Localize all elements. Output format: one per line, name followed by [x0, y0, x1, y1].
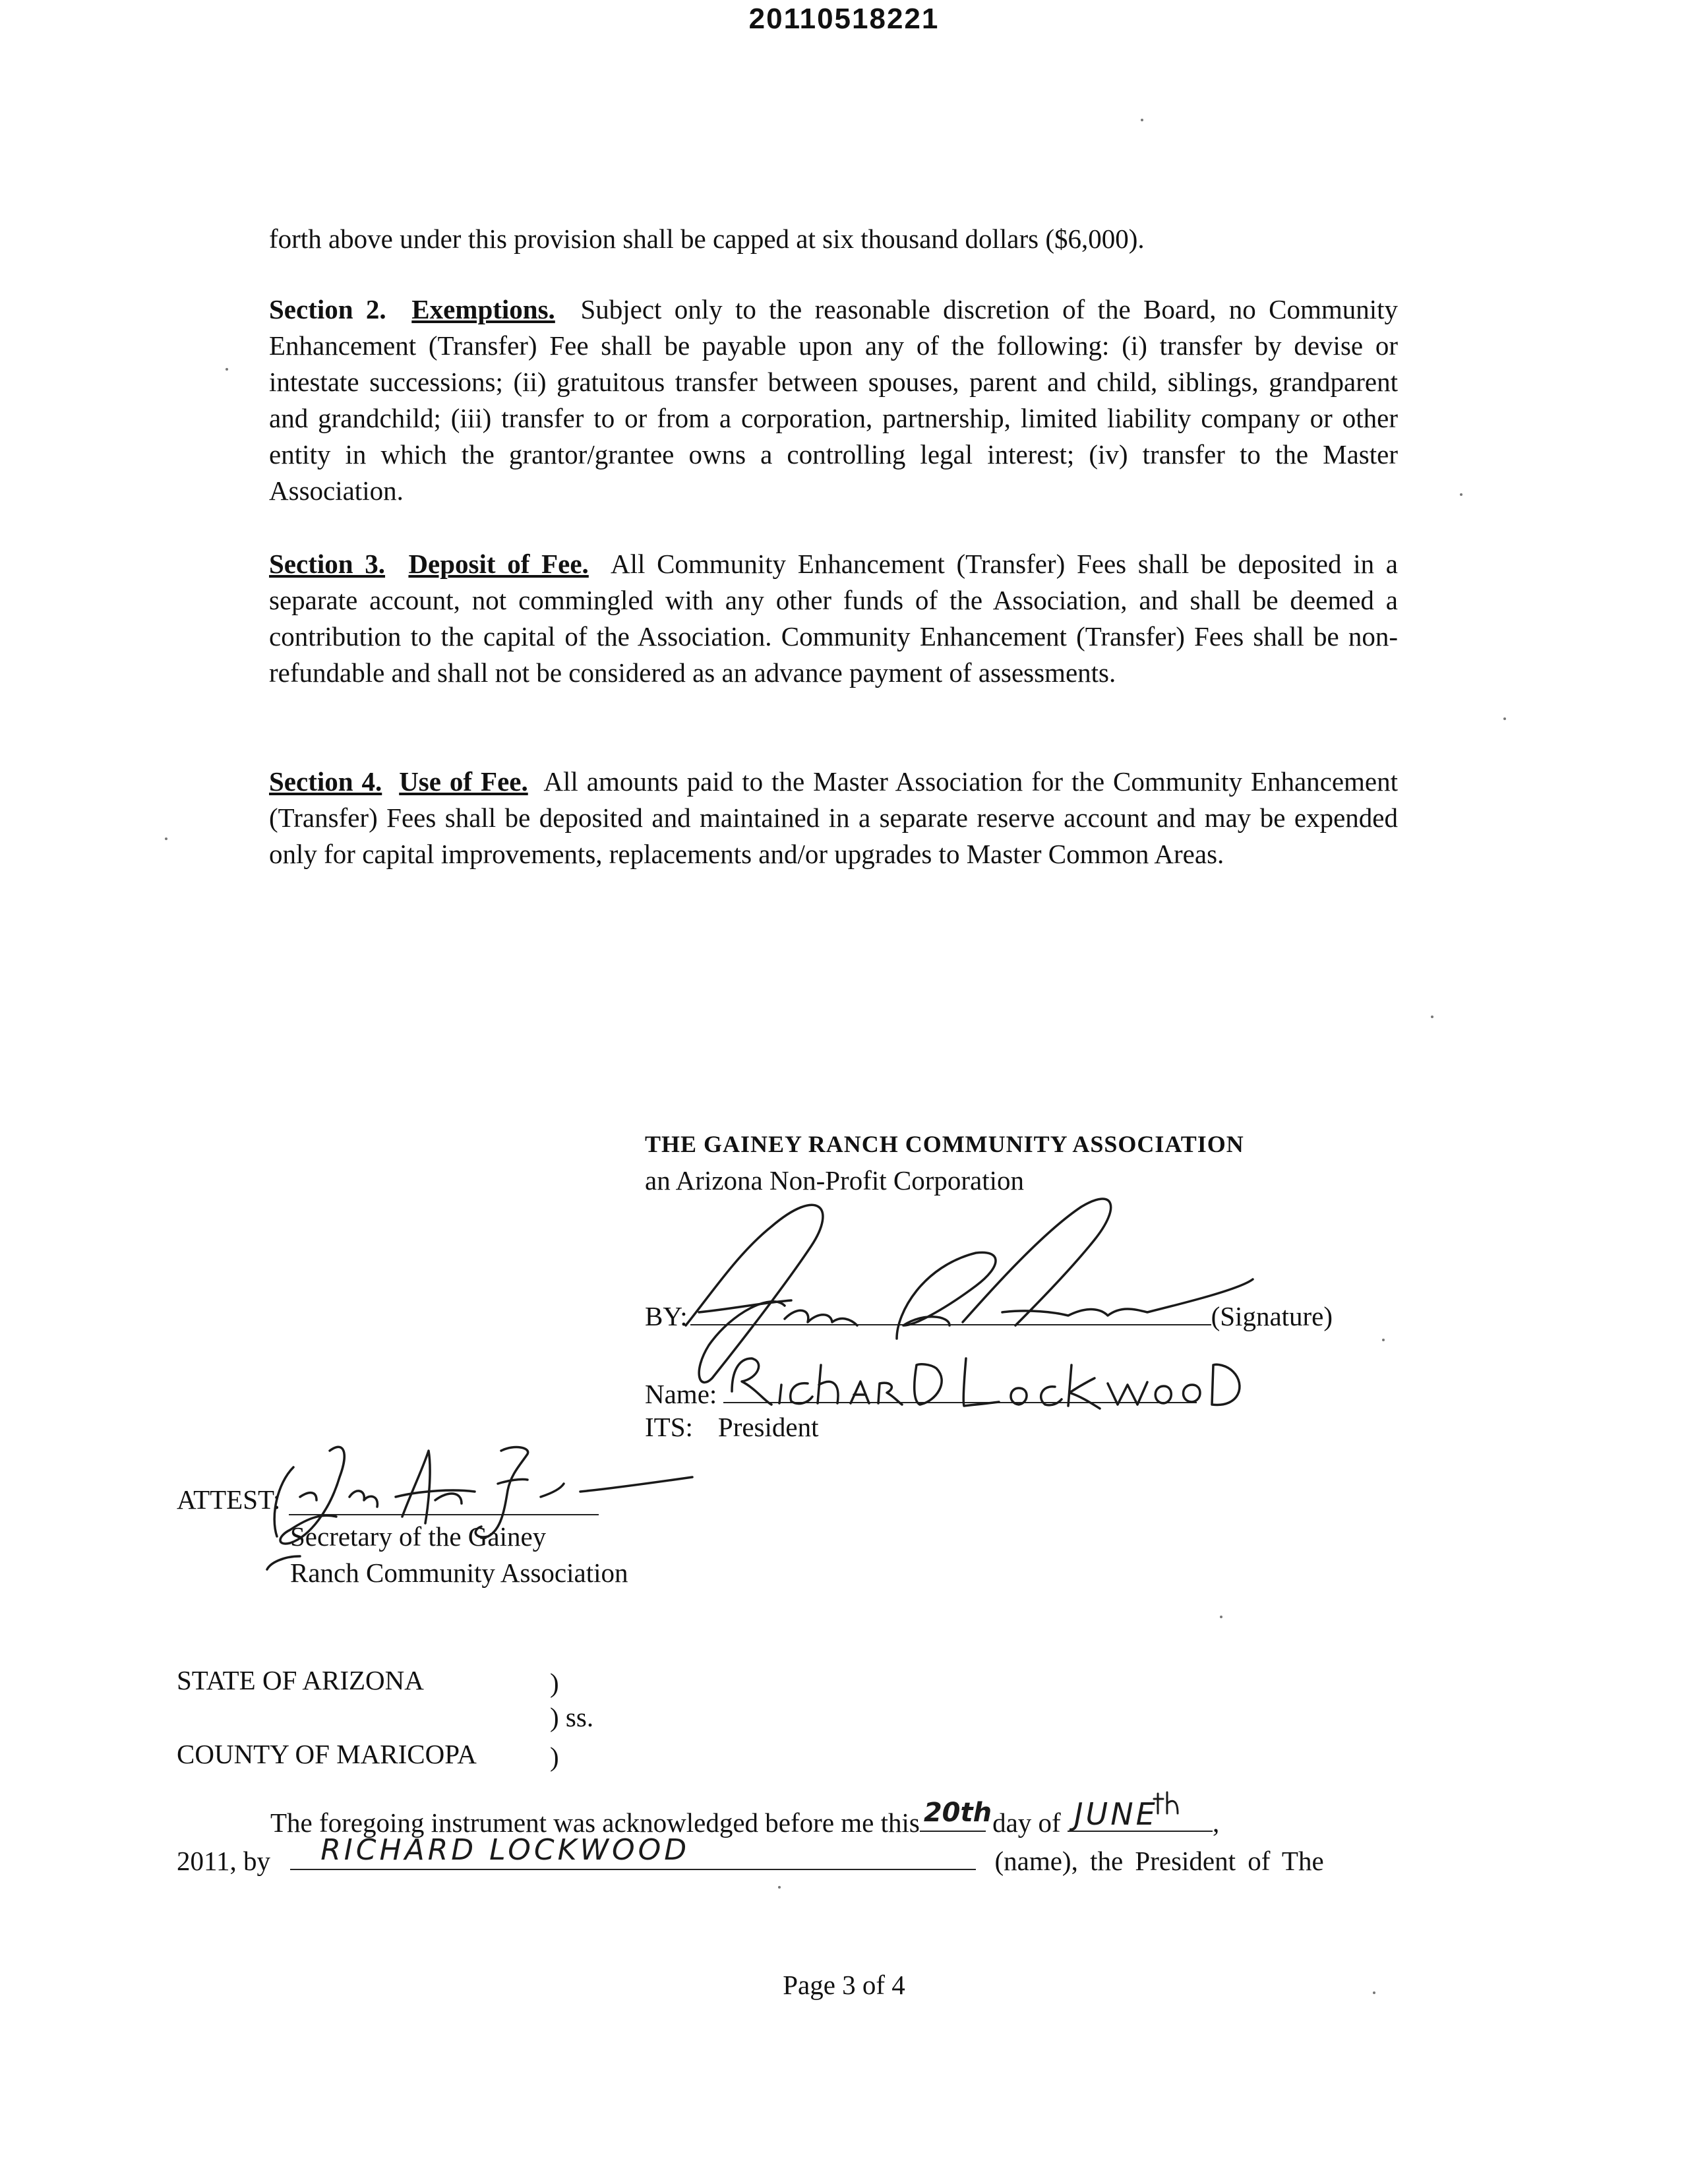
section-2-title: Exemptions.: [411, 294, 555, 324]
venue-state: STATE OF ARIZONA: [177, 1665, 424, 1695]
notary-name-handwritten: RICHARD LOCKWOOD: [320, 1833, 690, 1867]
scan-speck: [778, 1886, 781, 1889]
section-2-label: Section 2.: [269, 294, 386, 324]
month-handwritten: JUNE: [1073, 1796, 1158, 1832]
year-prefix: 2011, by: [177, 1846, 270, 1876]
section-3-title: Deposit of Fee.: [408, 549, 589, 579]
scan-speck: [1373, 1991, 1375, 1994]
scan-speck: [1220, 1616, 1222, 1618]
venue-paren-1: ): [550, 1668, 559, 1698]
section-3-text: All Community Enhancement (Transfer) Fees shall be deposited in a separate account, not commingled with any other funds of the Association, and shall be deemed a contribution to the capital of the Association. Community Enhancement (Transfer) Fees shall be non-refundable and shall not be considered as an advance payment of assessments.: [269, 549, 1398, 688]
its-label: ITS:: [645, 1412, 693, 1442]
handwritten-name-lockwood: [732, 1358, 1240, 1409]
scan-speck: [226, 368, 228, 371]
ack-text-2: (name), the President of The: [994, 1846, 1324, 1876]
notary-superscript-mark: [1154, 1792, 1178, 1813]
section-4-label: Section 4.: [269, 766, 382, 797]
by-label: BY:: [645, 1301, 688, 1331]
attest-label: ATTEST:: [177, 1484, 281, 1515]
venue-county: COUNTY OF MARICOPA: [177, 1739, 477, 1769]
attest-line-2: Ranch Community Association: [290, 1558, 628, 1588]
carryover-paragraph: forth above under this provision shall be capped at six thousand dollars ($6,000).: [269, 224, 1145, 254]
secretary-signature: [267, 1447, 692, 1569]
scan-speck: [1431, 1016, 1433, 1018]
scan-speck: [165, 837, 167, 840]
day-handwritten: 20th: [923, 1798, 992, 1828]
name-label: Name:: [645, 1379, 717, 1409]
signature-caption: (Signature): [1211, 1301, 1333, 1331]
scan-speck: [1141, 119, 1143, 121]
attest-line-1: Secretary of the Gainey: [290, 1521, 547, 1552]
venue-ss: ) ss.: [550, 1702, 594, 1732]
section-4-text: All amounts paid to the Master Association for the Community Enhancement (Transfer) Fees shall be deposited and maintained in a separate reserve account and may be expended only for capital improvements, replacements and/or upgrades to Master Common Areas.: [269, 766, 1399, 869]
day-label: day of: [992, 1807, 1061, 1838]
section-4-title: Use of Fee.: [399, 766, 528, 797]
section-3-label: Section 3.: [269, 549, 386, 579]
scan-speck: [1382, 1339, 1385, 1341]
president-signature: [686, 1199, 1253, 1382]
its-value: President: [717, 1412, 819, 1442]
venue-paren-3: ): [550, 1742, 559, 1772]
association-name: THE GAINEY RANCH COMMUNITY ASSOCIATION: [645, 1131, 1244, 1157]
scan-speck: [1503, 717, 1506, 720]
scan-speck: [1460, 493, 1462, 496]
ack-text-1: The foregoing instrument was acknowledged before me this: [270, 1807, 920, 1838]
page-number: Page 3 of 4: [783, 1970, 905, 2000]
recording-number: 20110518221: [748, 3, 940, 35]
section-2-text: Subject only to the reasonable discretion of the Board, no Community Enhancement (Transfer) Fee shall be payable upon any of the following: (i) transfer by devise or intestate successions; (ii) gratuitous transfer between spouses, parent and child, siblings, grandparent and grandchild; (iii) transfer to or from a corporation, partnership, limited liability company or other entity in which the grantor/grantee owns a controlling legal interest; (iv) transfer to the Master Association.: [269, 294, 1399, 506]
association-type: an Arizona Non-Profit Corporation: [645, 1165, 1025, 1196]
acknowledgment-line-1: The foregoing instrument was acknowledged before me this 20th day of JUNE ,: [270, 1796, 1220, 1838]
